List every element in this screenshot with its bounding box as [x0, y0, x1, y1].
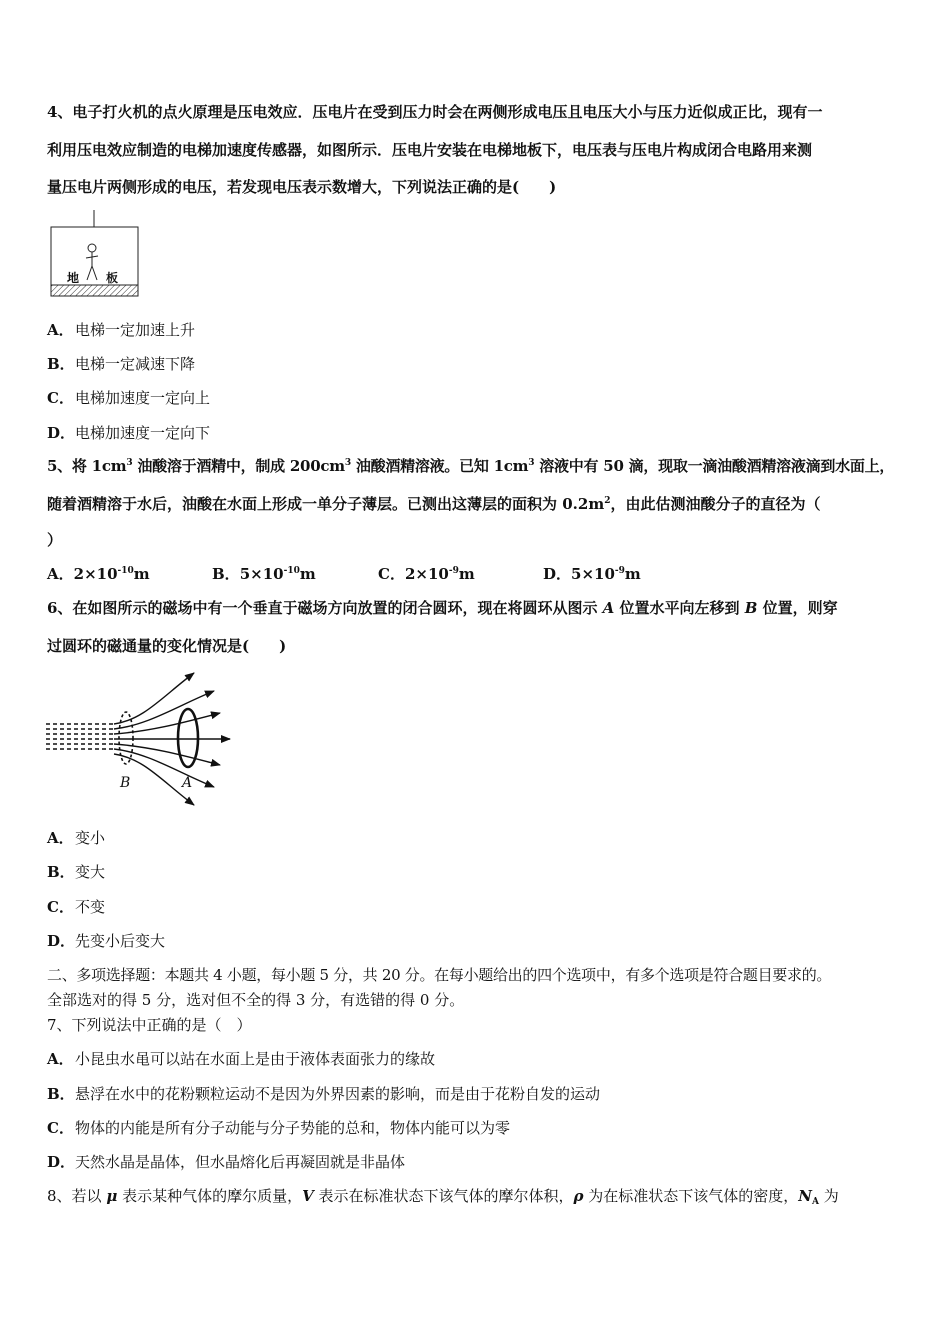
dashed-field-lines	[46, 724, 114, 749]
q4-option-d[interactable]	[47, 423, 210, 443]
q5-option-c[interactable]: C．$2\times 10^{-9}m$	[378, 565, 475, 583]
option-label: A．	[47, 829, 74, 847]
q6-option-a[interactable]	[47, 828, 105, 848]
field-lines-arrows	[114, 673, 230, 805]
q6-option-c[interactable]	[47, 897, 105, 917]
q4-option-a[interactable]	[47, 320, 195, 340]
q5-stem-line-1: 5、将 $1cm^3$ 油酸溶于酒精中，制成 $200cm^3$ 油酸酒精溶液。已知 $1cm^3$ 溶液中有 50 滴，现取一滴油酸酒精溶液滴到水面上，	[47, 457, 895, 475]
option-text: 电梯一定加速上升	[75, 321, 196, 339]
option-text: 悬浮在水中的花粉颗粒运动不是因为外界因素的影响，而是由于花粉自发的运动	[75, 1085, 601, 1103]
magnetic-field-diagram	[44, 665, 236, 813]
option-label: C．	[47, 389, 74, 407]
option-text: 物体的内能是所有分子动能与分子势能的总和，物体内能可以为零	[75, 1119, 511, 1137]
option-text: 先变小后变大	[75, 932, 166, 950]
q4-option-c[interactable]	[47, 388, 210, 408]
option-text: 不变	[75, 898, 106, 916]
option-label: C．	[47, 1119, 74, 1137]
person-icon	[86, 244, 98, 280]
option-text: 天然水晶是晶体，但水晶熔化后再凝固就是非晶体	[75, 1153, 406, 1171]
q4-stem-line-3: 量压电片两侧形成的电压，若发现电压表示数增大，下列说法正确的是( )	[47, 178, 557, 196]
option-text: 变大	[75, 863, 106, 881]
piezo-floor-hatch	[51, 285, 138, 296]
q5-stem-line-2: 随着酒精溶于水后，油酸在水面上形成一单分子薄层。已测出这薄层的面积为 $0.2m^2$，由此估测油酸分子的直径为（	[47, 495, 821, 513]
section2-heading-line-1: 二、多项选择题：本题共 4 小题，每小题 5 分，共 20 分。在每小题给出的四个选项中，有多个选项是符合题目要求的。	[47, 966, 832, 984]
label-b: B	[120, 775, 131, 791]
q7-option-d[interactable]	[47, 1152, 405, 1172]
option-label: A．	[47, 321, 74, 339]
q6-stem-line-1: 6、在如图所示的磁场中有一个垂直于磁场方向放置的闭合圆环，现在将圆环从图示 A 位置水平向左移到 B 位置，则穿	[47, 599, 838, 617]
option-label: B．	[47, 1085, 75, 1103]
option-label: C．	[47, 898, 74, 916]
q8-stem-line-1: 8、若以 μ 表示某种气体的摩尔质量，V 表示在标准状态下该气体的摩尔体积，ρ 为在标准状态下该气体的密度，$N_A$ 为	[47, 1187, 839, 1207]
q7-option-c[interactable]	[47, 1118, 510, 1138]
elevator-cabin	[51, 227, 138, 285]
q5-option-d[interactable]: D．$5\times 10^{-9}m$	[543, 565, 641, 583]
option-label: A．	[47, 1050, 74, 1068]
option-text: 电梯加速度一定向上	[75, 389, 211, 407]
floor-label-left: 地	[67, 271, 80, 285]
q7-stem: 7、下列说法中正确的是（ ）	[47, 1016, 252, 1034]
q5-option-b[interactable]: B．$5\times 10^{-10}m$	[212, 565, 316, 583]
option-text: 小昆虫水黾可以站在水面上是由于液体表面张力的缘故	[75, 1050, 436, 1068]
q4-stem-line-2: 利用压电效应制造的电梯加速度传感器，如图所示．压电片安装在电梯地板下，电压表与压电片构成闭合电路用来测	[47, 141, 813, 159]
option-label: D．	[47, 1153, 76, 1171]
option-label: D．	[47, 932, 76, 950]
q7-option-b[interactable]	[47, 1084, 600, 1104]
label-a: A	[182, 775, 193, 791]
option-text: 电梯加速度一定向下	[75, 424, 211, 442]
q7-option-a[interactable]	[47, 1049, 435, 1069]
q5-stem-line-3: ）	[47, 531, 63, 549]
elevator-figure	[48, 210, 142, 300]
option-label: B．	[47, 355, 75, 373]
q6-stem-line-2: 过圆环的磁通量的变化情况是( )	[47, 637, 287, 655]
q6-option-d[interactable]	[47, 931, 165, 951]
option-text: 电梯一定减速下降	[75, 355, 196, 373]
ring-position-a	[178, 709, 198, 767]
q5-option-a[interactable]: A．$2\times 10^{-10}m$	[47, 565, 150, 583]
q4-stem-line-1: 4、电子打火机的点火原理是压电效应．压电片在受到压力时会在两侧形成电压且电压大小与压力近似成正比，现有一	[47, 103, 823, 121]
option-label: D．	[47, 424, 76, 442]
option-text: 变小	[75, 829, 106, 847]
option-label: B．	[47, 863, 75, 881]
section2-heading-line-2: 全部选对的得 5 分，选对但不全的得 3 分，有选错的得 0 分。	[47, 991, 465, 1009]
elevator-diagram	[48, 210, 142, 300]
floor-label-right: 板	[106, 271, 119, 285]
q6-option-b[interactable]	[47, 862, 105, 882]
magnetic-field-figure	[44, 665, 236, 813]
q4-option-b[interactable]	[47, 354, 195, 374]
